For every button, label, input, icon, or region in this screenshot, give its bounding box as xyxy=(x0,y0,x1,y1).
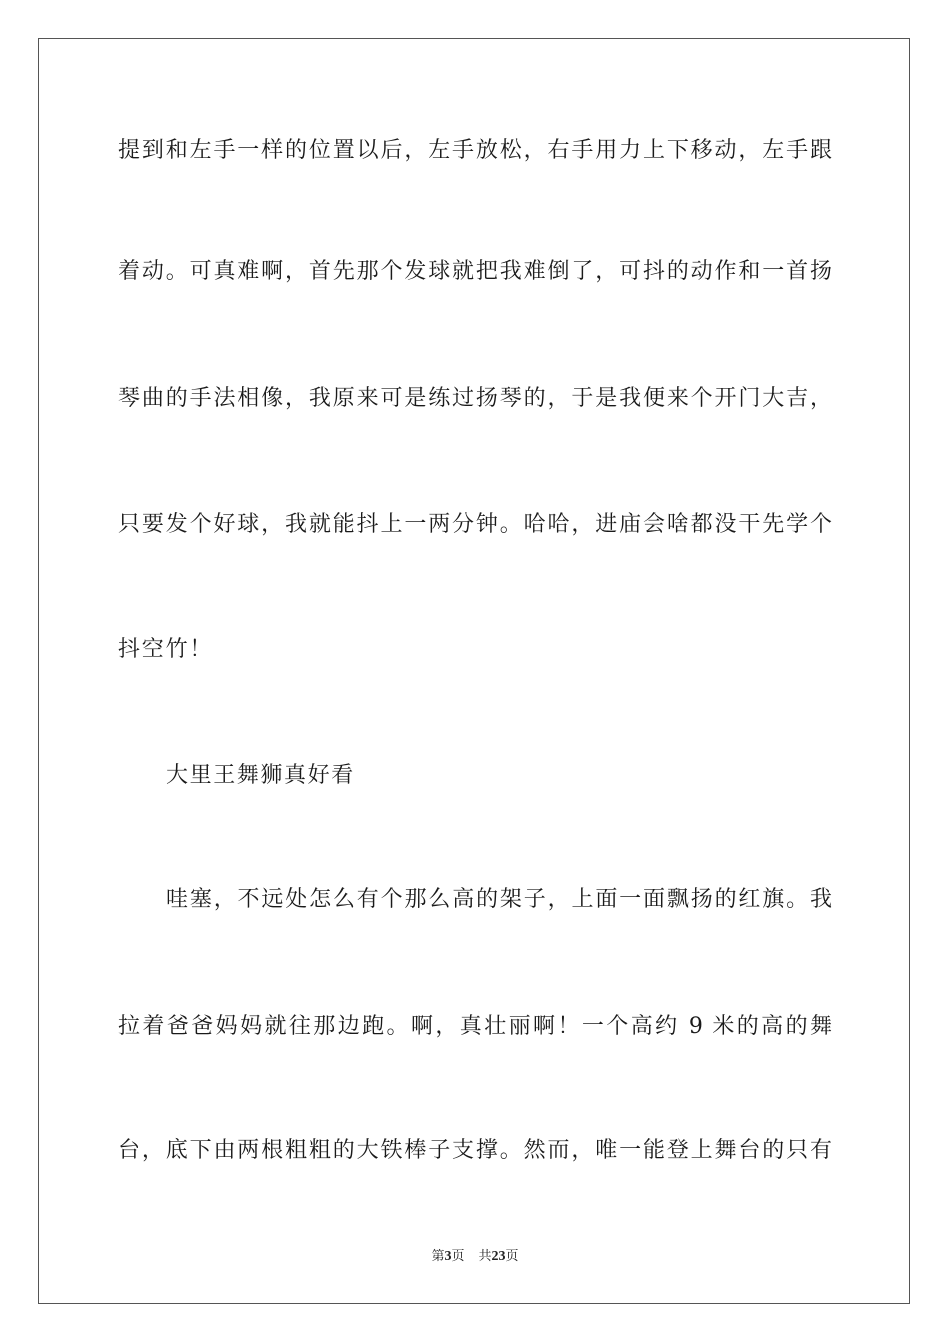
total-suffix: 页 xyxy=(505,1249,519,1264)
page-suffix: 页 xyxy=(451,1249,465,1264)
page-footer xyxy=(0,1248,950,1266)
page-number: 3 xyxy=(444,1249,452,1264)
body-text-line: 琴曲的手法相像，我原来可是练过扬琴的，于是我便来个开门大吉， xyxy=(118,386,832,411)
body-text-line: 抖空竹！ xyxy=(118,637,214,662)
page-prefix: 第 xyxy=(431,1249,445,1264)
total-pages: 23 xyxy=(491,1249,506,1264)
body-text-line: 台，底下由两根粗粗的大铁棒子支撑。然而，唯一能登上舞台的只有 xyxy=(118,1138,832,1163)
total-prefix: 共 xyxy=(478,1249,492,1264)
section-heading: 大里王舞狮真好看 xyxy=(166,763,355,788)
body-text-line: 着动。可真难啊，首先那个发球就把我难倒了，可抖的动作和一首扬 xyxy=(118,259,832,284)
body-text-line: 哇塞，不远处怎么有个那么高的架子，上面一面飘扬的红旗。我 xyxy=(166,887,832,912)
page-border xyxy=(38,38,910,1304)
body-text-line: 只要发个好球，我就能抖上一两分钟。哈哈，进庙会啥都没干先学个 xyxy=(118,512,832,537)
body-text-line: 提到和左手一样的位置以后，左手放松，右手用力上下移动，左手跟 xyxy=(118,138,832,163)
body-text-line: 拉着爸爸妈妈就往那边跑。啊，真壮丽啊！一个高约 9 米的高的舞 xyxy=(118,1014,832,1039)
